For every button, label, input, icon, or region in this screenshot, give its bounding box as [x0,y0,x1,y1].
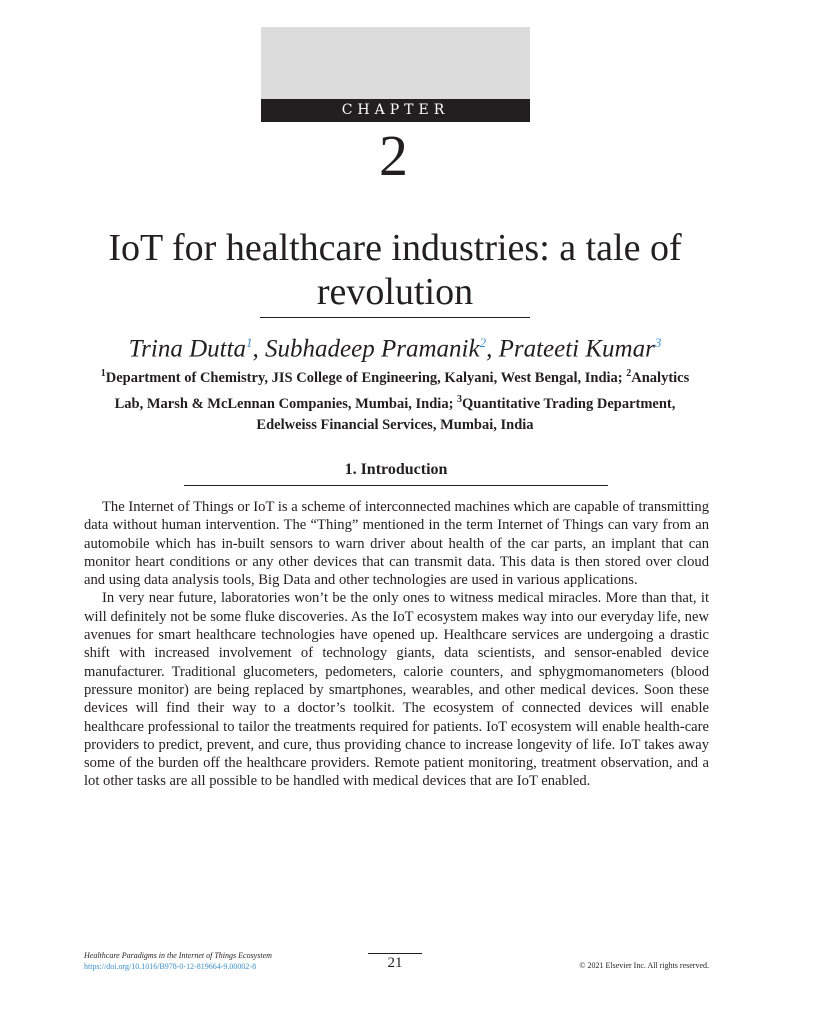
footer-copyright: © 2021 Elsevier Inc. All rights reserved. [579,961,709,970]
affil-marker: 2 [626,368,632,379]
affil-marker: 1 [100,368,106,379]
author-affil-ref[interactable]: 3 [654,335,662,350]
footer-citation [84,950,272,972]
chapter-title: IoT for healthcare industries: a tale of revolution [108,227,682,313]
section-heading: 1. Introduction [184,458,608,486]
author-name: Prateeti Kumar [498,335,655,363]
title-rule [260,317,530,318]
author-affil-ref[interactable]: 1 [246,335,253,350]
author-affil-ref[interactable]: 2 [479,335,487,350]
body-text [84,498,709,791]
chapter-label: CHAPTER [261,99,530,122]
chapter-number: 2 [379,123,408,188]
author-name: Subhadeep Pramanik [265,335,480,363]
paragraph: The Internet of Things or IoT is a scheme of interconnected machines which are capable of transmitting data without human intervention. The “Thing” mentioned in the term Internet of Things can vary from an automobile which has in-built sensors to warn driver about health of the car parts, an implant that can monitor heart conditions or any other devices that can transmit data. This data is then stored over cloud and using data analysis tools, Big Data and other technologies are used in various applications. [84,499,709,589]
page-number: 21 [368,953,422,972]
affiliation-text: Department of Chemistry, JIS College of Engineering, Kalyani, West Bengal, India; [105,369,623,386]
footer-doi-link[interactable]: https://doi.org/10.1016/B978-0-12-819664-9.00002-8 [84,962,257,971]
affil-marker: 3 [457,393,463,405]
author-list: Trina Dutta$^1$, Subhadeep Pramanik$^2$, Prateeti Kumar$^3$ [128,335,662,363]
footer-book-title: Healthcare Paradigms in the Internet of Things Ecosystem [84,951,272,960]
chapter-header [261,27,530,122]
affiliation-text: Analytics Lab, Marsh & McLennan Companies, Mumbai, India; [114,369,690,412]
chapter-number-wrap [0,122,830,190]
paragraph: In very near future, laboratories won’t be the only ones to witness medical miracles. More than that, it will definitely not be some fluke discoveries. As the IoT ecosystem makes way into our everyday life, new avenues for smart healthcare technologies have opened up. Healthcare services are undergoing a drastic shift with increased involvement of technology giants, data scientists, and sensor-enabled device manufacturer. Traditional glucometers, pedometers, calorie counters, and sphygmomanometers (blood pressure monitor) are being replaced by smartphones, wearables, and other medical devices. Soon these devices will find their way to a doctor’s toolkit. The ecosystem of connected devices will enable healthcare professional to tailor the treatments required for patients. IoT ecosystem will enable health-care providers to predict, prevent, and cure, thus providing chance to increase longevity of life. IoT takes away some of the burden off the healthcare providers. Remote patient monitoring, treatment observation, and a lot other tasks are all possible to be handled with medical devices that are IoT enabled. [84,590,709,790]
affiliations [95,363,695,436]
chapter-gray-band [261,27,530,99]
affiliation-text: Quantitative Trading Department, Edelweiss Financial Services, Mumbai, India [256,395,676,433]
author-name: Trina Dutta [128,335,247,363]
